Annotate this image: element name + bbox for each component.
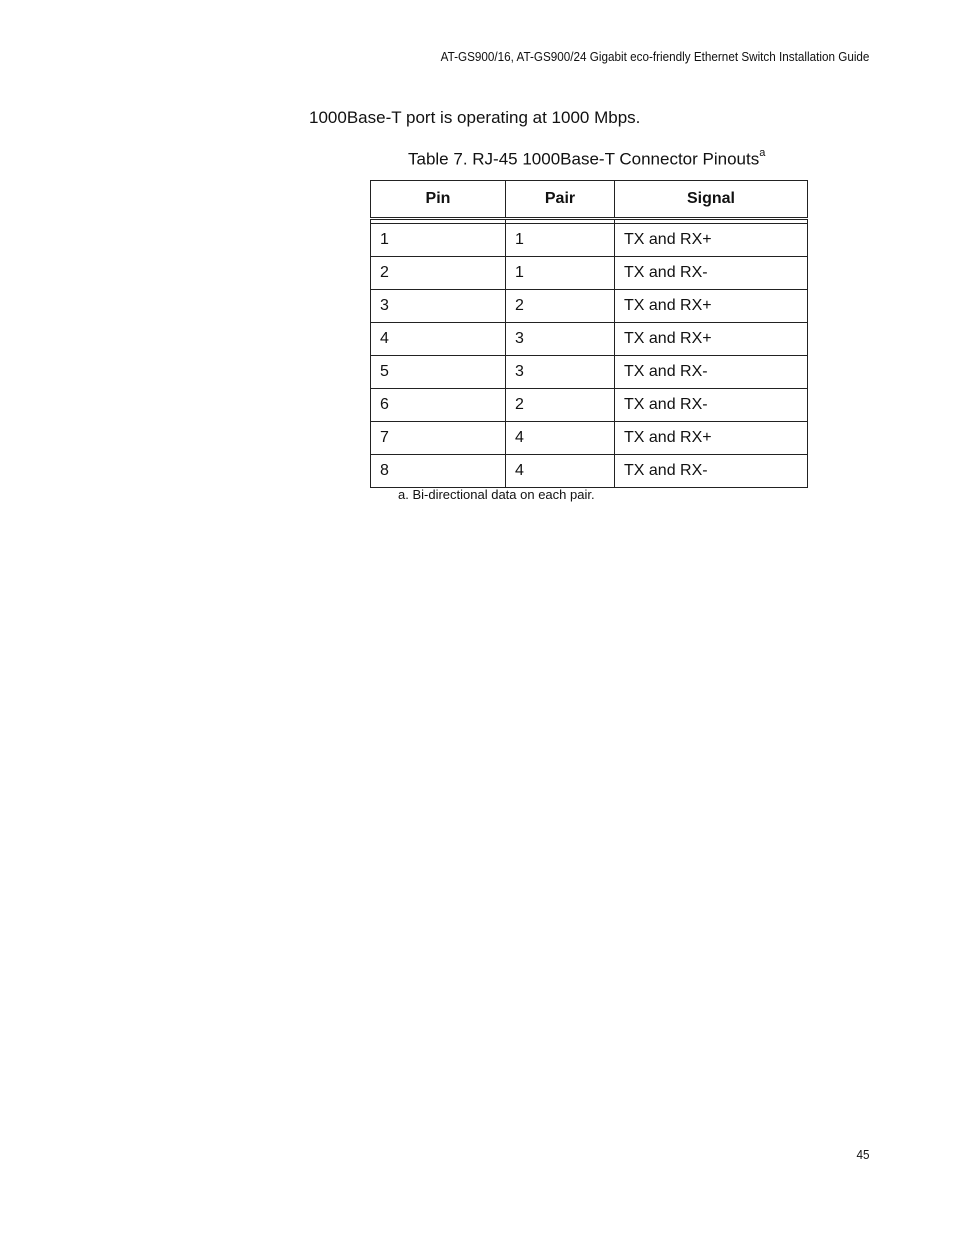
cell-pair: 2 (506, 290, 615, 323)
table-header-row (371, 181, 808, 219)
cell-pair: 3 (506, 323, 615, 356)
column-header-signal: Signal (615, 181, 808, 219)
cell-pin: 5 (371, 356, 506, 389)
table-caption-footnote-marker: a (759, 147, 766, 159)
cell-pair: 4 (506, 422, 615, 455)
column-header-pair: Pair (506, 181, 615, 219)
cell-signal: TX and RX+ (615, 323, 808, 356)
table-row (371, 257, 808, 290)
cell-pin: 1 (371, 224, 506, 257)
table-row (371, 356, 808, 389)
table-caption (408, 149, 765, 170)
cell-pin: 4 (371, 323, 506, 356)
table-row (371, 224, 808, 257)
cell-pair: 4 (506, 455, 615, 488)
cell-pair: 2 (506, 389, 615, 422)
table-caption-text: Table 7. RJ-45 1000Base-T Connector Pinouts (408, 149, 760, 169)
cell-signal: TX and RX+ (615, 290, 808, 323)
table-row (371, 323, 808, 356)
cell-pin: 3 (371, 290, 506, 323)
cell-signal: TX and RX- (615, 257, 808, 290)
running-header: AT-GS900/16, AT-GS900/24 Gigabit eco-friendly Ethernet Switch Installation Guide (440, 49, 869, 64)
cell-pair: 3 (506, 356, 615, 389)
cell-signal: TX and RX- (615, 356, 808, 389)
cell-pair: 1 (506, 257, 615, 290)
table-footnote: a. Bi-directional data on each pair. (398, 487, 595, 502)
cell-pin: 2 (371, 257, 506, 290)
cell-signal: TX and RX+ (615, 422, 808, 455)
cell-signal: TX and RX+ (615, 224, 808, 257)
cell-pin: 6 (371, 389, 506, 422)
table-row (371, 422, 808, 455)
table-row (371, 455, 808, 488)
pinouts-table (370, 180, 808, 488)
table-row (371, 290, 808, 323)
table-row (371, 389, 808, 422)
cell-pair: 1 (506, 224, 615, 257)
cell-signal: TX and RX- (615, 389, 808, 422)
cell-signal: TX and RX- (615, 455, 808, 488)
intro-paragraph: 1000Base-T port is operating at 1000 Mbps. (309, 108, 641, 127)
column-header-pin: Pin (371, 181, 506, 219)
cell-pin: 7 (371, 422, 506, 455)
cell-pin: 8 (371, 455, 506, 488)
page-number: 45 (855, 1147, 869, 1162)
